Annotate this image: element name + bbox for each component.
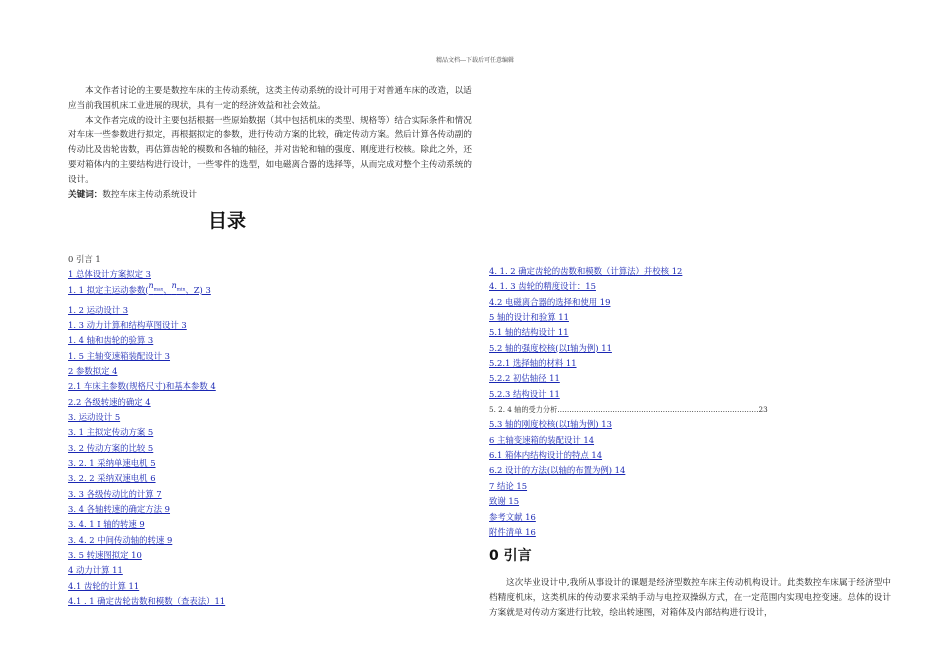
toc-link[interactable] — [68, 596, 225, 606]
toc-link[interactable] — [489, 373, 560, 383]
toc-entry[interactable] — [68, 517, 368, 532]
toc-link[interactable] — [68, 381, 216, 391]
toc-entry-text: 5 轴的设计和验算 11 — [489, 312, 569, 323]
toc-link[interactable] — [489, 312, 569, 322]
toc-entry[interactable] — [68, 502, 368, 517]
formula-subscript: min — [176, 287, 186, 293]
toc-link[interactable] — [68, 412, 120, 422]
toc-link[interactable] — [68, 504, 170, 514]
toc-entry[interactable] — [68, 594, 368, 609]
toc-entry-text: 附件清单 16 — [489, 526, 536, 537]
toc-entry[interactable] — [489, 417, 879, 432]
toc-entry-text: 0 引言 1 — [68, 254, 101, 264]
toc-entry[interactable] — [68, 487, 368, 502]
toc-entry[interactable] — [489, 356, 879, 371]
toc-entry[interactable] — [489, 463, 879, 478]
toc-link[interactable] — [489, 297, 610, 307]
toc-link[interactable] — [489, 481, 527, 491]
toc-link[interactable] — [68, 489, 162, 499]
toc-entry-text: 3. 2 传动方案的比较 5 — [68, 442, 154, 453]
toc-link[interactable] — [68, 335, 153, 345]
keywords-label: 关键词： — [68, 189, 103, 200]
toc-entry[interactable] — [68, 303, 368, 318]
toc-entry-text: 4. 1. 3 齿轮的精度设计：15 — [489, 281, 596, 292]
toc-link[interactable] — [68, 458, 156, 468]
toc-entry-text: 1. 4 轴和齿轮的验算 3 — [68, 335, 154, 346]
toc-entry[interactable] — [489, 494, 879, 509]
toc-entry[interactable] — [68, 410, 368, 425]
toc-link[interactable] — [489, 496, 519, 506]
formula-separator: 、 — [163, 284, 172, 295]
toc-entry-text: 2.2 各级转速的确定 4 — [68, 396, 151, 407]
toc-entry-text: 3. 2. 1 采纳单速电机 5 — [68, 458, 156, 469]
toc-entry[interactable] — [489, 295, 879, 310]
toc-link[interactable] — [489, 343, 612, 353]
toc-entry[interactable] — [489, 525, 879, 540]
toc-entry-text: 1. 3 动力计算和结构草图设计 3 — [68, 319, 187, 330]
toc-entry[interactable] — [489, 310, 879, 325]
toc-entry-text: 参考文献 16 — [489, 511, 536, 522]
toc-entry-text: 5.2.1 选择轴的材料 11 — [489, 358, 577, 369]
toc-entry[interactable] — [489, 448, 879, 463]
abstract — [68, 84, 478, 202]
toc-entry-text: 2 参数拟定 4 — [68, 366, 118, 376]
toc-link[interactable] — [68, 581, 139, 591]
formula-tail: 、Z) 3 — [185, 284, 211, 295]
formula-variable: n — [171, 280, 177, 290]
toc-link[interactable] — [68, 305, 128, 315]
toc-entry-text: 致谢 15 — [489, 496, 520, 507]
toc-link[interactable] — [68, 443, 153, 453]
toc-link[interactable] — [68, 366, 117, 376]
toc-entry[interactable] — [68, 267, 368, 282]
toc-entry[interactable] — [68, 333, 368, 348]
toc-entry — [489, 402, 879, 417]
toc-entry-text: 3. 2. 2 采纳双速电机 6 — [68, 473, 156, 484]
toc-link[interactable] — [68, 320, 187, 330]
toc-entry[interactable] — [489, 479, 879, 494]
toc-entry[interactable] — [68, 349, 368, 364]
toc-entry[interactable] — [68, 579, 368, 594]
toc-entry-text: 5.2.2 初估轴径 11 — [489, 373, 560, 384]
toc-entry-text: 5.1 轴的结构设计 11 — [489, 327, 569, 338]
toc-link[interactable] — [489, 435, 594, 445]
toc-link[interactable] — [489, 327, 569, 337]
toc-entry-text: 6.1 箱体内结构设计的特点 14 — [489, 450, 603, 461]
toc-entry-text: 6.2 设计的方法(以轴的布置为例) 14 — [489, 465, 626, 476]
toc-entry-text: 1. 2 运动设计 3 — [68, 304, 129, 315]
toc-link[interactable] — [68, 550, 142, 560]
toc-entry-text: 4.1 齿轮的计算 11 — [68, 580, 140, 591]
toc-entry-text: 5.2 轴的强度校核(以Ⅰ轴为例) 11 — [489, 342, 612, 353]
toc-link[interactable] — [68, 351, 170, 361]
toc-entry-text: 3. 4. 2 中间传动轴的转速 9 — [68, 534, 173, 545]
abstract-paragraph-1: 本文作者讨论的主要是数控车床的主传动系统，这类主传动系统的设计可用于对普通车床的改造，以适应当前我国机床工业进展的现状，具有一定的经济效益和社会效益。 — [68, 86, 472, 111]
toc-entry-text: 5. 2. 4 轴的受力分析…………………………………………………………………………23 — [489, 405, 768, 415]
formula-symbol — [148, 280, 164, 293]
toc-entry-text: 3. 运动设计 5 — [68, 412, 121, 423]
toc-entry-text: 3. 4 各轴转速的确定方法 9 — [68, 504, 171, 515]
toc-link[interactable] — [489, 281, 596, 291]
toc-entry[interactable] — [489, 264, 879, 279]
toc-entry-text: 3. 3 各级传动比的计算 7 — [68, 488, 162, 499]
formula-symbol — [171, 280, 186, 293]
toc-entry[interactable] — [68, 318, 368, 333]
intro-heading: 0 引言 — [489, 548, 532, 564]
toc-link[interactable] — [68, 280, 211, 295]
toc-entry-text: 4.1 . 1 确定齿轮齿数和模数（查表法）11 — [68, 596, 226, 607]
toc-entry-text: 1. 5 主轴变速箱装配设计 3 — [68, 350, 171, 361]
toc-entry[interactable] — [68, 425, 368, 440]
toc-left-column — [68, 252, 368, 610]
toc-entry-text: 4. 1. 2 确定齿轮的齿数和模数（计算法）并校核 12 — [489, 266, 683, 276]
toc-right-column — [489, 264, 879, 540]
toc-title: 目录 — [208, 210, 247, 232]
toc-link[interactable] — [68, 519, 145, 529]
toc-link[interactable] — [68, 535, 172, 545]
page-header-note: 精品文档---下载后可任意编辑 — [435, 57, 515, 64]
toc-entry[interactable] — [68, 441, 368, 456]
toc-entry[interactable] — [489, 510, 879, 525]
toc-entry[interactable] — [68, 379, 368, 394]
toc-link[interactable] — [68, 269, 151, 279]
toc-entry[interactable] — [489, 279, 879, 294]
toc-entry[interactable] — [68, 471, 368, 486]
toc-entry[interactable] — [489, 371, 879, 386]
toc-link[interactable] — [68, 565, 123, 575]
toc-entry[interactable] — [489, 341, 879, 356]
toc-entry-text: 4.2 电磁离合器的选择和使用 19 — [489, 296, 611, 307]
toc-entry[interactable] — [489, 387, 879, 402]
toc-entry-text: 4 动力计算 11 — [68, 565, 123, 576]
toc-entry[interactable] — [68, 548, 368, 563]
toc-entry[interactable] — [68, 280, 368, 303]
toc-entry-text: 6 主轴变速箱的装配设计 14 — [489, 434, 595, 445]
toc-entry[interactable] — [489, 325, 879, 340]
toc-entry[interactable] — [68, 456, 368, 471]
toc-link[interactable] — [489, 527, 536, 537]
toc-link[interactable] — [489, 465, 625, 475]
toc-entry-text: 3. 5 转速图拟定 10 — [68, 550, 142, 561]
toc-entry-text: 3. 1 主拟定传动方案 5 — [68, 427, 154, 438]
toc-entry-text: 2.1 车床主参数(规格尺寸)和基本参数 4 — [68, 381, 216, 392]
toc-entry-text: 7 结论 15 — [489, 480, 528, 491]
toc-entry-text: 1. 1 拟定主运动参数( — [68, 284, 149, 295]
toc-entry[interactable] — [68, 533, 368, 548]
toc-link[interactable] — [489, 266, 682, 276]
toc-link[interactable] — [489, 450, 602, 460]
toc-link[interactable] — [68, 473, 156, 483]
keywords-line — [68, 188, 478, 203]
toc-entry-text: 5.3 轴的刚度校核(以Ⅰ轴为例) 13 — [489, 419, 612, 430]
formula-variable: n — [148, 280, 154, 290]
toc-link[interactable] — [489, 512, 536, 522]
toc-link[interactable] — [68, 427, 153, 437]
toc-entry-text: 5.2.3 结构设计 11 — [489, 388, 560, 399]
toc-link[interactable] — [68, 397, 151, 407]
abstract-paragraph-2: 本文作者完成的设计主要包括根据一些原始数据（其中包括机床的类型、规格等）结合实际条件和情况对车床一些参数进行拟定，再根据拟定的参数，进行传动方案的比较，确定传动方案。然后计算各传动副的传动比及齿轮齿数，再估算齿轮的模数和各轴的轴径，并对齿轮和轴的强度、刚度进行校核。除此之外，还要对箱体内的主要结构进行设计，一些零件的选型，如电磁离合器的选择等，从而完成对整个主传动系统的设计。 — [68, 115, 472, 185]
toc-entry-text: 1 总体设计方案拟定 3 — [68, 269, 151, 280]
toc-link[interactable] — [489, 419, 612, 429]
toc-entry[interactable] — [68, 563, 368, 578]
toc-link[interactable] — [489, 358, 577, 368]
toc-entry[interactable] — [68, 364, 368, 379]
toc-entry[interactable] — [68, 395, 368, 410]
toc-entry — [68, 252, 368, 267]
toc-link[interactable] — [489, 389, 560, 399]
formula-subscript: max — [153, 287, 164, 293]
toc-entry[interactable] — [489, 433, 879, 448]
keywords-text: 数控车床主传动系统设计 — [102, 189, 197, 200]
toc-entry-text: 3. 4. 1 Ⅰ 轴的转速 9 — [68, 519, 145, 530]
intro-paragraph: 这次毕业设计中,我所从事设计的课题是经济型数控车床主传动机构设计。此类数控车床属于经济型中档精度机床，这类机床的传动要求采纳手动与电控双操纵方式，在一定范围内实现电控变速。总体的设计方案就是对传动方案进行比较，绘出转速图，对箱体及内部结构进行设计， — [489, 578, 891, 619]
